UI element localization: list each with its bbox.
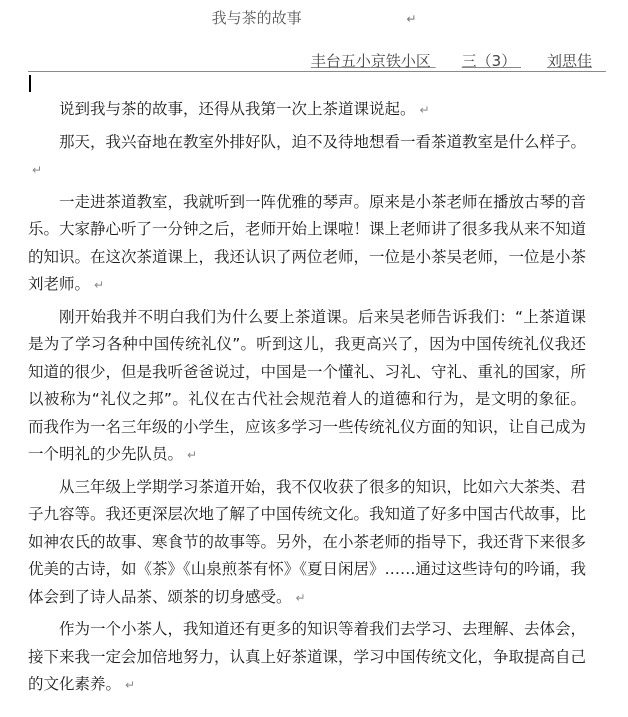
byline	[311, 50, 592, 71]
document-body[interactable]	[28, 96, 586, 704]
paragraph: 说到我与茶的故事，还得从我第一次上茶道课说起。 ↵	[59, 100, 430, 118]
header-rule	[28, 71, 606, 72]
paragraph-mark-icon: ↵	[125, 678, 136, 692]
paragraph-mark-icon: ↵	[94, 278, 105, 292]
school-name: 丰台五小京铁小区	[310, 52, 431, 70]
paragraph-mark-icon: ↵	[295, 590, 306, 605]
paragraph: 一走进茶道教室，我就听到一阵优雅的琴声。原来是小茶老师在播放古琴的音乐。大家静心听了一分钟之后，老师开始上课啦！课上老师讲了很多我从来不知道的知识。在这次茶道课上，我还认识了两位老师，一位是小茶吴老师，一位是小茶刘老师。 ↵	[28, 192, 587, 293]
paragraph-mark-icon: ↵	[406, 12, 417, 26]
paragraph-mark-icon: ↵	[187, 448, 198, 462]
paragraph: 作为一个小茶人，我知道还有更多的知识等着我们去学习、去理解、去体会，接下来我一定会加倍地努力，认真上好茶道课，学习中国传统文化，争取提高自己的文化素养。 ↵	[28, 620, 587, 693]
document-title	[0, 7, 628, 28]
class-name: 三（3）	[461, 52, 517, 70]
paragraph: 从三年级上学期学习茶道开始，我不仅收获了很多的知识，比如六大茶类、君子九容等。我还更深层次地了解了中国传统文化。我知道了好多中国古代故事，比如神农氏的故事、寒食节的故事等。另外，在小茶老师的指导下，我还背下来很多优美的古诗，如《茶》《山泉煎茶有怀》《夏日闲居》……通过这些诗句的吟诵，我体会到了诗人品茶、颂茶的切身感受。 ↵	[28, 477, 587, 606]
title-text: 我与茶的故事	[211, 9, 302, 27]
author-name: 刘思佳	[546, 52, 592, 70]
paragraph: 那天，我兴奋地在教室外排好队，迫不及待地想看一看茶道教室是什么样子。↵	[32, 132, 587, 177]
text-cursor	[29, 75, 31, 92]
paragraph-mark-icon: ↵	[32, 163, 43, 177]
paragraph-mark-icon: ↵	[419, 103, 430, 117]
paragraph: 刚开始我并不明白我们为什么要上茶道课。后来吴老师告诉我们：“上茶道课是为了学习各种中国传统礼仪”。听到这儿，我更高兴了，因为中国传统礼仪我还知道的很少，但是我听爸爸说过，中国是一个懂礼、习礼、守礼、重礼的国家，所以被称为“礼仪之邦”。礼仪在古代社会规范着人的道德和行为，是文明的象征。而我作为一名三年级的小学生，应该多学习一些传统礼仪方面的知识，让自己成为一个明礼的少先队员。 ↵	[28, 307, 587, 463]
